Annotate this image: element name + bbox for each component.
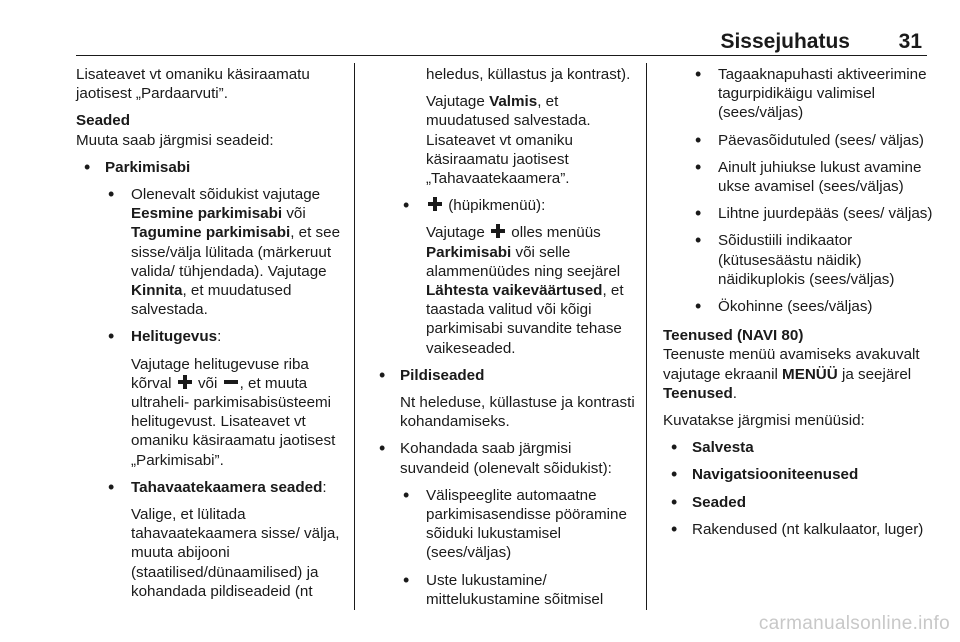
valmis-text: Vajutage Valmis, et muudatused salvestada. Lisateavet vt omaniku käsiraamatu jaotisest „Tahavaatekaamera”. xyxy=(426,93,591,188)
picture-text: Nt heleduse, küllastuse ja kontrasti kohandamiseks. xyxy=(400,394,635,431)
plus-icon xyxy=(428,197,442,211)
column-divider-1 xyxy=(354,63,355,610)
bullet-adjust: • Kohandada saab järgmisi suvandeid (olenevalt sõidukist): xyxy=(371,439,641,477)
list-item: • Tagaaknapuhasti aktiveerimine tagurpidikäigu valimisel (sees/väljas) xyxy=(663,65,933,123)
camera-text: Valige, et lülitada tahavaatekaamera sisse/ välja, muuta abijooni (staatilised/dünaamilised) ja kohandada pildiseadeid (nt xyxy=(131,506,340,600)
column-3 xyxy=(663,65,933,539)
settings-heading: Seaded xyxy=(76,112,131,130)
page-header xyxy=(76,30,930,54)
section-title: Sissejuhatus xyxy=(720,30,850,53)
menus-intro: Kuvatakse järgmisi menüüsid: xyxy=(663,412,865,430)
popup-text: Vajutage olles menüüs Parkimisabi või selle alammenüüdes ning seejärel Lähtesta vaikeväärtused, et taastada valitud või kõigi parkimisabi suvandite tehase vaikeseaded. xyxy=(426,224,624,357)
list-item: • Päevasõidutuled (sees/ väljas) xyxy=(663,131,933,150)
menu-item: • Seaded xyxy=(663,493,933,512)
bullet-popup: • (hüpikmenüü): xyxy=(371,196,641,215)
menu-item: • Rakendused (nt kalkulaator, luger) xyxy=(663,520,933,539)
camera-text-cont: heledus, küllastus ja kontrast). xyxy=(426,66,631,83)
bullet-picture-settings: • Pildiseaded xyxy=(371,366,641,385)
bullet-camera: • Tahavaatekaamera seaded: xyxy=(76,478,346,497)
column-divider-2 xyxy=(646,63,647,610)
menu-item: • Salvesta xyxy=(663,438,933,457)
bullet-parking: • Parkimisabi xyxy=(76,158,346,177)
list-item: • Sõidustiili indikaator (kütusesäästu näidik) näidikuplokis (sees/väljas) xyxy=(663,231,933,289)
plus-icon xyxy=(178,375,192,389)
list-item: • Välispeeglite automaatne parkimisasendisse pööramine sõiduki lukustamisel (sees/väljas) xyxy=(371,486,641,563)
intro-text: Lisateavet vt omaniku käsiraamatu jaotisest „Pardaarvuti”. xyxy=(76,66,310,103)
list-item: • Ainult juhiukse lukust avamine ukse avamisel (sees/väljas) xyxy=(663,158,933,196)
list-item: • Uste lukustamine/ mittelukustamine sõitmisel xyxy=(371,571,641,609)
page-number: 31 xyxy=(898,30,922,53)
settings-text: Muuta saab järgmisi seadeid: xyxy=(76,131,274,149)
minus-icon xyxy=(224,375,238,389)
services-heading: Teenused (NAVI 80) xyxy=(663,327,804,345)
list-item: • Lihtne juurdepääs (sees/ väljas) xyxy=(663,204,933,223)
column-2 xyxy=(371,65,641,609)
bullet-volume: • Helitugevus: xyxy=(76,327,346,346)
plus-icon xyxy=(491,224,505,238)
list-item: • Ökohinne (sees/väljas) xyxy=(663,297,933,316)
volume-text: Vajutage helitugevuse riba kõrval või , et muuta ultraheli- parkimisabisüsteemi helitugevust. Lisateavet vt omaniku käsiraamatu jaotisest „Parkimisabi”. xyxy=(131,355,336,469)
menu-item: • Navigatsiooniteenused xyxy=(663,465,933,484)
bullet-parking-select: • Olenevalt sõidukist vajutage Eesmine parkimisabi või Tagumine parkimisabi, et see sisse/välja lülitada (märkeruut valida/ tühjendada). Vajutage Kinnita, et muudatused salvestada. xyxy=(76,185,346,319)
watermark: carmanualsonline.info xyxy=(758,613,950,634)
column-1 xyxy=(76,65,346,601)
services-text: Teenuste menüü avamiseks avakuvalt vajutage ekraanil MENÜÜ ja seejärel Teenused. xyxy=(663,346,920,402)
header-rule xyxy=(76,55,927,56)
